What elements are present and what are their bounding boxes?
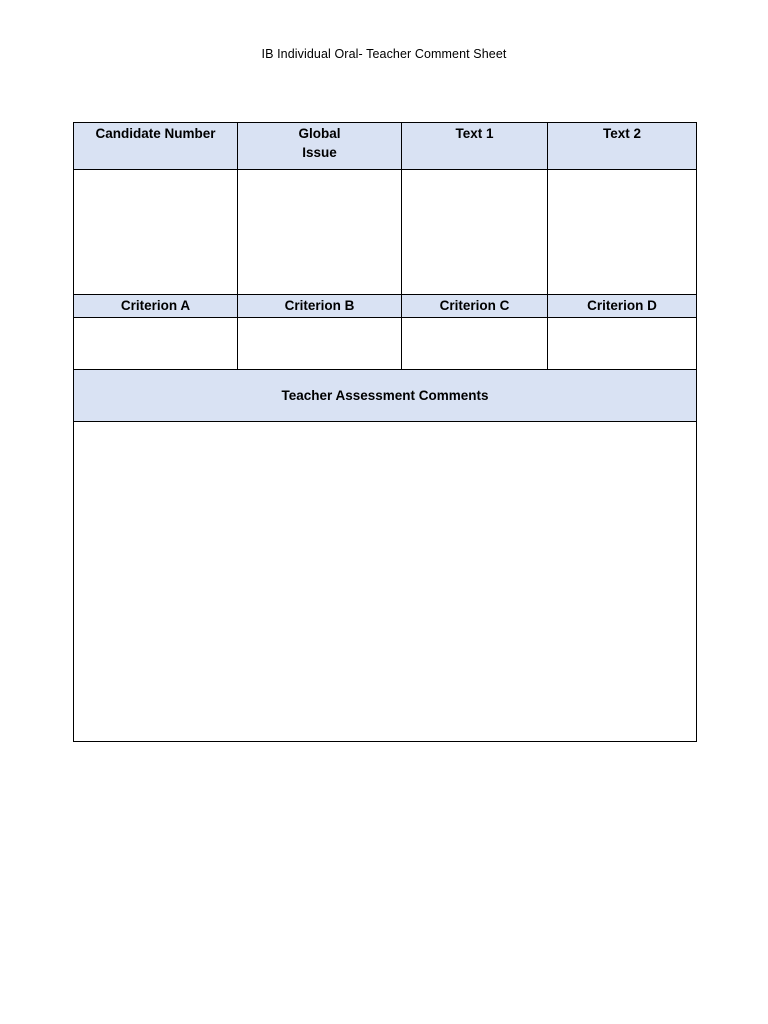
- comments-row: [74, 422, 697, 742]
- criterion-a-cell[interactable]: [74, 318, 238, 370]
- text-2-label: Text 2: [602, 126, 641, 141]
- document-title: IB Individual Oral- Teacher Comment Sheet: [261, 47, 507, 61]
- candidate-number-cell[interactable]: [74, 170, 238, 295]
- criterion-d-cell[interactable]: [548, 318, 697, 370]
- text-2-header: [548, 123, 697, 170]
- text-1-header: [402, 123, 548, 170]
- criterion-a-header: Criterion A: [74, 295, 238, 318]
- global-issue-label-line2: Issue: [302, 145, 337, 160]
- comment-sheet-table: [73, 122, 697, 742]
- criterion-d-header: Criterion D: [548, 295, 697, 318]
- criterion-b-header: Criterion B: [238, 295, 402, 318]
- comments-header-row: [74, 370, 697, 422]
- text-2-cell[interactable]: [548, 170, 697, 295]
- teacher-comments-cell[interactable]: [74, 422, 697, 742]
- criteria-score-row: [74, 318, 697, 370]
- global-issue-cell[interactable]: [238, 170, 402, 295]
- entry-row: [74, 170, 697, 295]
- criteria-header-row: [74, 295, 697, 318]
- candidate-number-header: [74, 123, 238, 170]
- global-issue-label-line1: Global: [298, 126, 341, 141]
- criterion-b-cell[interactable]: [238, 318, 402, 370]
- criterion-c-header: Criterion C: [402, 295, 548, 318]
- text-1-label: Text 1: [455, 126, 494, 141]
- header-row: [74, 123, 697, 170]
- text-1-cell[interactable]: [402, 170, 548, 295]
- candidate-number-label: Candidate Number: [95, 126, 216, 141]
- global-issue-header: [238, 123, 402, 170]
- teacher-assessment-comments-header: Teacher Assessment Comments: [74, 370, 697, 422]
- criterion-c-cell[interactable]: [402, 318, 548, 370]
